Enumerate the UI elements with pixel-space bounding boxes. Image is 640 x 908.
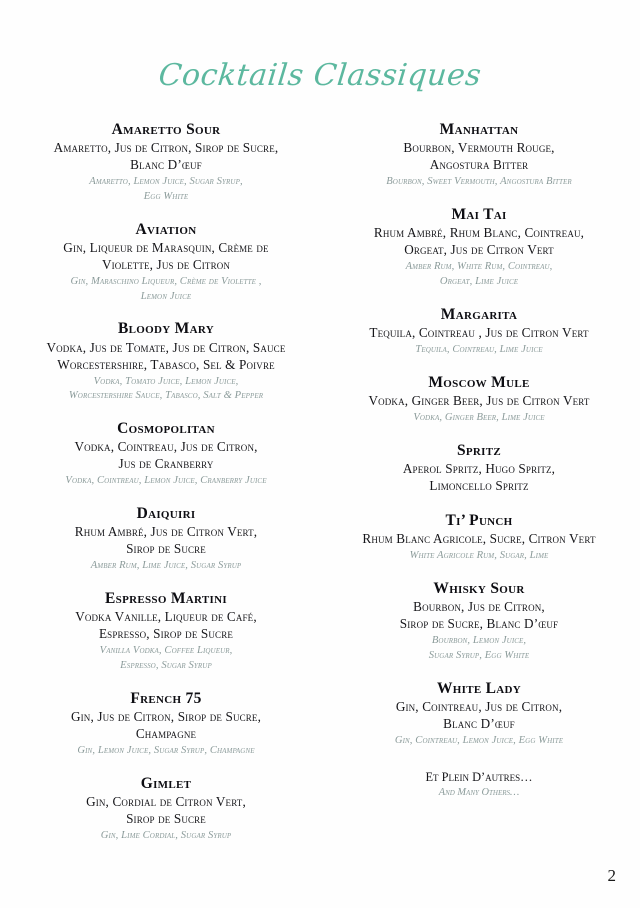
cocktail-ingredients-fr: Jus de Cranberry [118, 456, 214, 472]
cocktail-ingredients-fr: Sirop de Sucre, Blanc D’œuf [399, 616, 559, 632]
cocktail-ingredients-fr: Limoncello Spritz [429, 477, 529, 493]
cocktail-ingredients-fr: Rhum Ambré, Jus de Citron Vert, [74, 524, 258, 540]
cocktail-name: Spritz [456, 441, 502, 459]
cocktail-ingredients-en: Espresso, Sugar Syrup [120, 659, 212, 671]
cocktail-entry [10, 120, 322, 204]
cocktail-entry [336, 205, 622, 289]
cocktail-ingredients-en: Orgeat, Lime Juice [439, 275, 519, 287]
menu-column-right [330, 120, 640, 799]
cocktail-ingredients-en: Bourbon, Sweet Vermouth, Angostura Bitter [386, 176, 572, 188]
cocktail-entry [10, 419, 322, 488]
cocktail-ingredients-fr: Gin, Liqueur de Marasquin, Crème de [63, 240, 269, 256]
cocktail-ingredients-en: Gin, Lemon Juice, Sugar Syrup, Champagne [77, 744, 255, 756]
cocktail-entry [10, 220, 322, 304]
cocktail-ingredients-en: Amber Rum, White Rum, Cointreau, [405, 261, 553, 273]
cocktail-ingredients-fr: Angostura Bitter [429, 157, 529, 173]
cocktail-ingredients-fr: Gin, Cordial de Citron Vert, [86, 793, 246, 809]
menu-column-left [0, 120, 330, 858]
footer-note [336, 769, 622, 799]
cocktail-ingredients-en: White Agricole Rum, Sugar, Lime [409, 550, 549, 562]
cocktail-ingredients-fr: Gin, Cointreau, Jus de Citron, [395, 698, 563, 714]
cocktail-ingredients-fr: Sirop de Sucre [126, 810, 206, 826]
cocktail-ingredients-en: Gin, Cointreau, Lemon Juice, Egg White [394, 734, 564, 746]
cocktail-ingredients-fr: Worcestershire, Tabasco, Sel & Poivre [57, 356, 275, 372]
cocktail-name: Moscow Mule [428, 373, 530, 391]
cocktail-name: Gimlet [140, 774, 192, 792]
page-title: Cocktails Classiques [156, 58, 484, 93]
cocktail-ingredients-en: Bourbon, Lemon Juice, [431, 635, 527, 647]
cocktail-name: Mai Tai [451, 205, 507, 223]
cocktail-ingredients-fr: Bourbon, Vermouth Rouge, [403, 140, 555, 156]
cocktail-name: French 75 [130, 689, 202, 707]
cocktail-name: Ti’ Punch [445, 511, 513, 529]
cocktail-ingredients-en: Vodka, Cointreau, Lemon Juice, Cranberry Juice [65, 475, 267, 487]
cocktail-ingredients-fr: Champagne [135, 725, 197, 741]
cocktail-name: Aviation [135, 220, 197, 238]
cocktail-ingredients-fr: Vodka, Cointreau, Jus de Citron, [74, 439, 258, 455]
cocktail-ingredients-fr: Aperol Spritz, Hugo Spritz, [402, 461, 556, 477]
cocktail-ingredients-fr: Tequila, Cointreau , Jus de Citron Vert [369, 324, 589, 340]
cocktail-ingredients-en: Vodka, Ginger Beer, Lime Juice [413, 411, 545, 423]
cocktail-ingredients-fr: Violette, Jus de Citron [101, 256, 231, 272]
cocktail-ingredients-en: Egg White [143, 190, 189, 202]
footer-note-en: And Many Others… [438, 786, 520, 798]
cocktail-entry [336, 373, 622, 425]
cocktail-ingredients-fr: Amaretto, Jus de Citron, Sirop de Sucre, [53, 140, 279, 156]
cocktail-ingredients-en: Gin, Maraschino Liqueur, Crème de Violette , [70, 275, 262, 287]
cocktail-entry [10, 504, 322, 573]
cocktail-entry [336, 511, 622, 563]
cocktail-ingredients-fr: Gin, Jus de Citron, Sirop de Sucre, [70, 708, 262, 724]
cocktail-ingredients-fr: Sirop de Sucre [126, 541, 206, 557]
cocktail-entry [336, 120, 622, 189]
cocktail-entry [10, 774, 322, 843]
cocktail-ingredients-en: Tequila, Cointreau, Lime Juice [415, 343, 543, 355]
cocktail-ingredients-fr: Orgeat, Jus de Citron Vert [404, 242, 554, 258]
cocktail-entry [336, 441, 622, 495]
cocktail-ingredients-en: Gin, Lime Cordial, Sugar Syrup [100, 829, 232, 841]
menu-columns [0, 120, 640, 858]
cocktail-name: Espresso Martini [105, 589, 227, 607]
cocktail-ingredients-en: Vodka, Tomato Juice, Lemon Juice, [93, 375, 239, 387]
cocktail-name: Amaretto Sour [111, 121, 221, 138]
cocktail-entry [10, 689, 322, 758]
page-number: 2 [607, 866, 616, 885]
cocktail-ingredients-fr: Vodka, Ginger Beer, Jus de Citron Vert [368, 393, 590, 409]
footer-note-fr: Et Plein D’autres… [425, 770, 533, 785]
cocktail-name: Margarita [440, 305, 518, 323]
cocktail-ingredients-fr: Rhum Blanc Agricole, Sucre, Citron Vert [362, 531, 596, 547]
cocktail-name: Whisky Sour [433, 579, 525, 597]
cocktail-ingredients-en: Amaretto, Lemon Juice, Sugar Syrup, [89, 176, 243, 188]
cocktail-entry [336, 305, 622, 357]
cocktail-name: Bloody Mary [118, 320, 214, 338]
cocktail-ingredients-fr: Espresso, Sirop de Sucre [98, 626, 234, 642]
cocktail-ingredients-en: Sugar Syrup, Egg White [428, 649, 530, 661]
cocktail-ingredients-fr: Blanc D’œuf [130, 157, 202, 173]
cocktail-name: Daiquiri [136, 504, 196, 522]
cocktail-ingredients-fr: Rhum Ambré, Rhum Blanc, Cointreau, [373, 225, 585, 241]
cocktail-ingredients-en: Lemon Juice [140, 290, 192, 302]
cocktail-entry [336, 679, 622, 748]
cocktail-ingredients-fr: Vodka Vanille, Liqueur de Café, [75, 609, 257, 625]
cocktail-entry [10, 589, 322, 673]
cocktail-name: Manhattan [439, 121, 519, 138]
cocktail-ingredients-en: Amber Rum, Lime Juice, Sugar Syrup [90, 560, 242, 572]
cocktail-entry [336, 579, 622, 663]
cocktail-entry [10, 319, 322, 403]
cocktail-ingredients-fr: Vodka, Jus de Tomate, Jus de Citron, Sauce [46, 339, 286, 355]
cocktail-name: White Lady [436, 679, 522, 697]
cocktail-ingredients-fr: Bourbon, Jus de Citron, [413, 599, 545, 615]
cocktail-ingredients-en: Worcestershire Sauce, Tabasco, Salt & Pepper [68, 390, 264, 402]
cocktail-ingredients-fr: Blanc D’œuf [443, 715, 515, 731]
cocktail-ingredients-en: Vanilla Vodka, Coffee Liqueur, [99, 645, 233, 657]
cocktail-name: Cosmopolitan [117, 420, 215, 438]
